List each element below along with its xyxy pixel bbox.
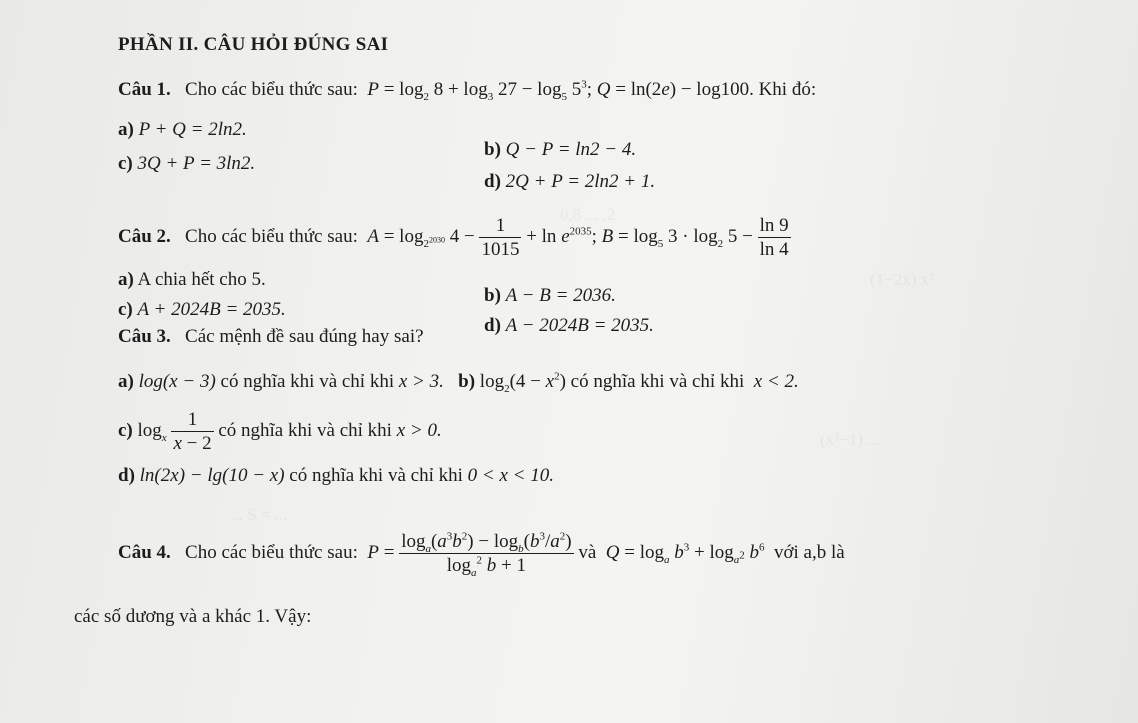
- question-tail: với a,b là: [773, 541, 845, 563]
- option-3a-3b: a) log(x − 3) có nghĩa khi và chỉ khi x > 3. b) $\log_2(4 - x^2)$ có nghĩa khi và chỉ khi x < 2.: [118, 370, 799, 395]
- option-1c: c) 3Q + P = 3ln2.: [118, 153, 256, 174]
- question-text: Cho các biểu thức sau:: [185, 79, 358, 100]
- formula-p: P = $\frac{\log_a(a^3b^2) - \log_b(b^3/a^2)}{\log_a^2 b + 1}$: [367, 530, 572, 579]
- bleed-through-text: ... S = ...: [230, 505, 288, 524]
- question-4-line: [118, 530, 845, 579]
- question-text: Các mệnh đề sau đúng hay sai?: [185, 326, 424, 347]
- option-1b: b) Q − P = ln2 − 4.: [484, 139, 637, 160]
- bleed-through-text: (x²−1) ...: [820, 430, 881, 449]
- question-text: Cho các biểu thức sau:: [185, 541, 358, 563]
- question-2-line: [118, 216, 791, 259]
- formula-ab: $A = \log_{2^{2030}} 4$ − $\frac{1}{1015}$ + $\ln e^{2035}$; $B = \log_5 3 \cdot \log_2 5$ − $\frac{\ln 9}{\ln 4}$: [362, 215, 789, 260]
- question-4-line2: các số dương và a khác 1. Vậy:: [74, 606, 312, 627]
- option-3c: c) $\log_x$ $\frac{1}{x - 2}$ có nghĩa khi và chỉ khi x > 0.: [118, 409, 442, 454]
- question-3-line: [118, 327, 424, 346]
- bleed-through-text: (1−2x) x²: [870, 270, 935, 289]
- bleed-through-text: 0,8 ... ,2: [560, 205, 616, 224]
- option-2d: d) A − 2024B = 2035.: [484, 315, 654, 336]
- option-2b: b) A − B = 2036.: [484, 285, 616, 306]
- question-label: Câu 3.: [118, 326, 171, 347]
- formula-pq: $P = \log_2 8 + \log_3 27 - \log_5 5^3$; Q = ln(2e) − log100: [362, 78, 750, 103]
- option-2c: c) A + 2024B = 2035.: [118, 299, 286, 320]
- question-1-line: [118, 78, 817, 103]
- option-1d: d) 2Q + P = 2ln2 + 1.: [484, 171, 656, 192]
- option-2a: a) A chia hết cho 5.: [118, 269, 266, 290]
- formula-q: $Q = \log_a b^3 + \log_{a^2} b^6$: [605, 541, 765, 566]
- option-3d: d) ln(2x) − lg(10 − x) có nghĩa khi và chỉ khi 0 < x < 10.: [118, 465, 554, 486]
- question-tail: . Khi đó:: [749, 79, 817, 100]
- question-label: Câu 4.: [118, 541, 171, 563]
- option-1a: a) P + Q = 2ln2.: [118, 119, 247, 140]
- section-heading: PHẦN II. CÂU HỎI ĐÚNG SAI: [118, 34, 389, 55]
- question-text: Cho các biểu thức sau:: [185, 225, 358, 247]
- question-label: Câu 1.: [118, 79, 171, 100]
- question-label: Câu 2.: [118, 225, 171, 247]
- formula-3c: $\log_x$ $\frac{1}{x - 2}$: [137, 409, 212, 454]
- formula-3b: $\log_2(4 - x^2)$: [479, 370, 566, 395]
- and-word: và: [578, 541, 597, 563]
